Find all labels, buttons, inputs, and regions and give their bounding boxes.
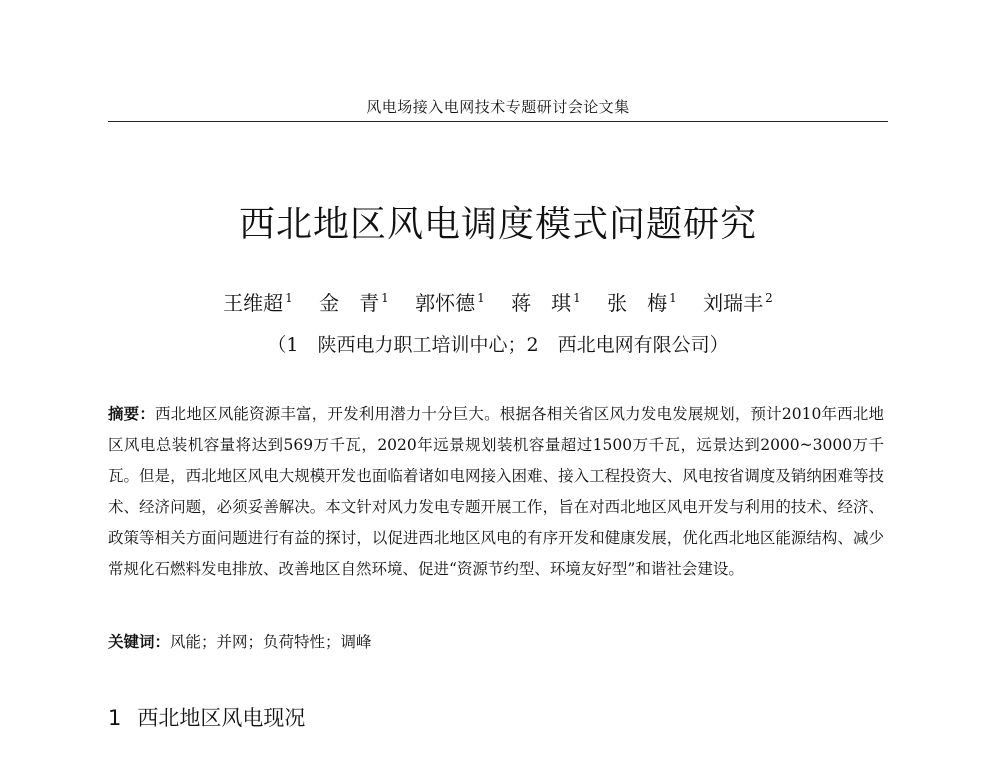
author-name: 刘瑞丰 [703, 291, 764, 315]
author-name: 王维超 [223, 291, 284, 315]
author-affiliation-mark: 1 [669, 291, 677, 306]
author [415, 287, 485, 316]
affiliations: （1 陕西电力职工培训中心；2 西北电网有限公司） [267, 334, 729, 356]
author [511, 287, 581, 316]
author-name: 郭怀德 [415, 291, 476, 315]
section-title: 西北地区风电现况 [137, 706, 306, 730]
author-affiliation-mark: 1 [285, 291, 293, 306]
section-number: 1 [108, 706, 122, 730]
author-affiliation-mark: 2 [765, 291, 773, 306]
section-heading [108, 702, 305, 732]
keywords-text: 风能；并网；负荷特性；调峰 [170, 633, 372, 651]
abstract-text: 西北地区风能资源丰富，开发利用潜力十分巨大。根据各相关省区风力发电发展规划，预计2010年西北地区风电总装机容量将达到569万千瓦，2020年远景规划装机容量超过1500万千瓦，远景达到2000~3000万千瓦。但是，西北地区风电大规模开发也面临着诸如电网接入困难、接入工程投资大、风电按省调度及销纳困难等技术、经济问题，必须妥善解决。本文针对风力发电专题开展工作，旨在对西北地区风电开发与利用的技术、经济、政策等相关方面问题进行有益的探讨，以促进西北地区风电的有序开发和健康发展，优化西北地区能源结构、减少常规化石燃料发电排放、改善地区自然环境、促进“资源节约型、环境友好型”和谐社会建设。 [108, 405, 884, 578]
running-header: 风电场接入电网技术专题研讨会论文集 [366, 98, 630, 116]
abstract-label: 摘要： [108, 404, 156, 423]
abstract [108, 398, 884, 585]
author-affiliation-mark: 1 [477, 291, 485, 306]
author-name: 张 梅 [607, 291, 668, 315]
author-name: 蒋 琪 [511, 291, 572, 315]
keywords [108, 630, 884, 654]
author [319, 287, 389, 316]
paper-title: 西北地区风电调度模式问题研究 [238, 204, 757, 245]
author [607, 287, 677, 316]
author [703, 287, 773, 316]
author-affiliation-mark: 1 [573, 291, 581, 306]
keywords-label: 关键词： [108, 632, 171, 651]
header-rule [108, 121, 888, 122]
author-list [108, 287, 888, 316]
author-name: 金 青 [319, 291, 380, 315]
author [223, 287, 293, 316]
author-affiliation-mark: 1 [381, 291, 389, 306]
